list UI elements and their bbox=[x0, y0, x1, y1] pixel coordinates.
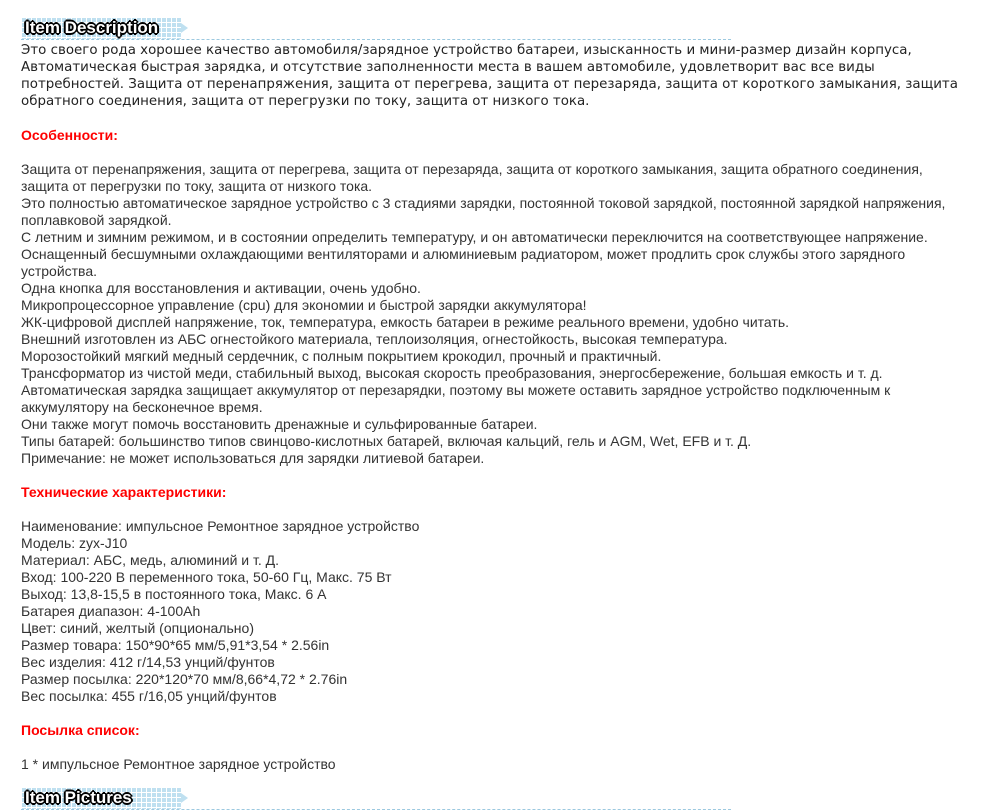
list-item: Они также могут помочь восстановить дренажные и сульфированные батареи. bbox=[21, 416, 538, 432]
specs-heading: Технические характеристики: bbox=[21, 484, 227, 500]
banner-arrow-icon bbox=[181, 23, 188, 33]
spec-item: Батарея диапазон: 4-100Ah bbox=[21, 603, 201, 619]
list-item: Автоматическая зарядка защищает аккумулятор от перезарядки, поэтому вы можете оставить зарядное устройство подключенным к аккумулятору на бесконечное время. bbox=[21, 382, 891, 415]
package-list bbox=[21, 756, 966, 773]
list-item: Одна кнопка для восстановления и активации, очень удобно. bbox=[21, 280, 421, 296]
list-item: С летним и зимним режимом, и в состоянии определить температуру, и он автоматически переключится на соответствующее напряжение. bbox=[21, 229, 928, 245]
spec-item: Цвет: синий, желтый (опционально) bbox=[21, 620, 254, 636]
spec-item: Размер товара: 150*90*65 мм/5,91*3,54 * 2.56in bbox=[21, 637, 330, 653]
banner-arrow-icon bbox=[181, 793, 188, 803]
list-item: ЖК-цифровой дисплей напряжение, ток, температура, емкость батареи в режиме реального времени, удобно читать. bbox=[21, 314, 789, 330]
spec-item: Материал: АБС, медь, алюминий и т. Д. bbox=[21, 552, 280, 568]
spec-item: Выход: 13,8-15,5 в постоянного тока, Макс. 6 А bbox=[21, 586, 327, 602]
list-item: Трансформатор из чистой меди, стабильный выход, высокая скорость преобразования, энергосбережение, большая емкость и т. д. bbox=[21, 365, 883, 381]
list-item: Внешний изготовлен из АБС огнестойкого материала, теплоизоляция, огнестойкость, высокая температура. bbox=[21, 331, 728, 347]
spec-item: Вес изделия: 412 г/14,53 унций/фунтов bbox=[21, 654, 275, 670]
list-item: Морозостойкий мягкий медный сердечник, с полным покрытием крокодил, прочный и практичный. bbox=[21, 348, 662, 364]
list-item: Защита от перенапряжения, защита от перегрева, защита от перезаряда, защита от короткого замыкания, защита обратного соединения, защита от перегрузки по току, защита от низкого тока. bbox=[21, 161, 923, 194]
spec-item: Модель: zyx-J10 bbox=[21, 535, 128, 551]
section-title: Item Description bbox=[25, 18, 159, 37]
list-item: Оснащенный бесшумными охлаждающими вентиляторами и алюминиевым радиатором, может продлить срок службы этого зарядного устройства. bbox=[21, 246, 906, 279]
spec-item: Размер посылка: 220*120*70 мм/8,66*4,72 * 2.76in bbox=[21, 671, 348, 687]
next-section bbox=[21, 787, 731, 812]
item-description bbox=[21, 17, 966, 773]
list-item: Типы батарей: большинство типов свинцово-кислотных батарей, включая кальций, гель и AGM, Wet, EFB и т. Д. bbox=[21, 433, 752, 449]
list-item: Примечание: не может использоваться для зарядки литиевой батареи. bbox=[21, 450, 485, 466]
package-heading: Посылка список: bbox=[21, 722, 140, 738]
spec-item: Наименование: импульсное Ремонтное зарядное устройство bbox=[21, 518, 420, 534]
package-item: 1 * импульсное Ремонтное зарядное устройство bbox=[21, 756, 336, 772]
section-banner bbox=[21, 787, 731, 810]
specs-list bbox=[21, 518, 966, 705]
intro-paragraph: Это своего рода хорошее качество автомобиля/зарядное устройство батареи, изысканность и мини-размер дизайн корпуса, Автоматическая быстрая зарядка, и отсутствие заполненности места в вашем автомобиле, удовлетворит вас все виды потребностей. Защита от перенапряжения, защита от перегрева, защита от перезаряда, защита от короткого замыкания, защита обратного соединения, защита от перегрузки по току, защита от низкого тока. bbox=[21, 43, 958, 109]
list-item: Микропроцессорное управление (cpu) для экономии и быстрой зарядки аккумулятора! bbox=[21, 297, 587, 313]
spec-item: Вес посылка: 455 г/16,05 унций/фунтов bbox=[21, 688, 277, 704]
list-item: Это полностью автоматическое зарядное устройство с 3 стадиями зарядки, постоянной токовой зарядкой, постоянной зарядкой напряжения, поплавковой зарядкой. bbox=[21, 195, 946, 228]
section-title: Item Pictures bbox=[25, 788, 132, 807]
features-heading: Особенности: bbox=[21, 127, 118, 143]
spec-item: Вход: 100-220 В переменного тока, 50-60 Гц, Макс. 75 Вт bbox=[21, 569, 392, 585]
section-banner bbox=[21, 17, 731, 40]
features-list bbox=[21, 161, 966, 467]
